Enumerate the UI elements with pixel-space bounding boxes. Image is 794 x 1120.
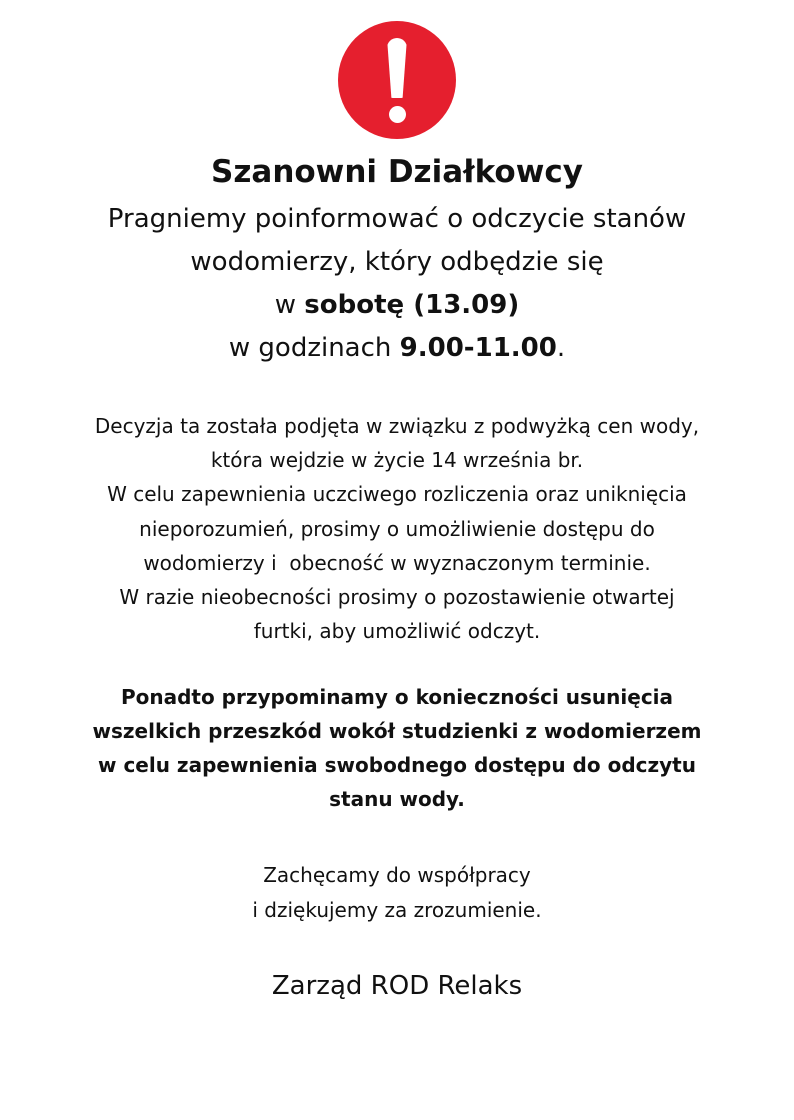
intro-paragraph <box>0 198 794 370</box>
body-line: W razie nieobecności prosimy o pozostawienie otwartej <box>119 585 675 610</box>
reading-hours: 9.00-11.00 <box>399 333 557 363</box>
intro-line-2: wodomierzy, który odbędzie się <box>190 247 604 277</box>
closing-line: Zachęcamy do współpracy <box>263 863 531 887</box>
closing-paragraph <box>0 858 794 928</box>
body-line: która wejdzie w życie 14 września br. <box>210 448 584 473</box>
intro-line-4 <box>0 327 794 370</box>
exclamation-bar <box>387 38 407 98</box>
reminder-line: Ponadto przypominamy o konieczności usunięcia <box>120 685 674 709</box>
signature: Zarząd ROD Relaks <box>271 971 523 1001</box>
reminder-line: wszelkich przeszkód wokół studzienki z wodomierzem <box>92 719 702 743</box>
closing-line: i dziękujemy za zrozumienie. <box>252 898 542 922</box>
exclamation-alert-icon <box>338 21 456 139</box>
exclamation-dot <box>389 106 406 123</box>
body-line: nieporozumień, prosimy o umożliwienie dostępu do <box>139 516 655 541</box>
reminder-line: w celu zapewnienia swobodnego dostępu do odczytu <box>98 753 696 777</box>
intro-line-4-prefix: w godzinach <box>228 333 400 363</box>
body-line: furtki, aby umożliwić odczyt. <box>253 619 541 644</box>
intro-line-3 <box>0 284 794 327</box>
body-line: Decyzja ta została podjęta w związku z podwyżką cen wody, <box>94 414 700 438</box>
intro-line-1: Pragniemy poinformować o odczycie stanów <box>107 204 687 234</box>
reminder-line: stanu wody. <box>329 787 465 811</box>
body-line: W celu zapewnienia uczciwego rozliczenia oraz uniknięcia <box>107 482 687 507</box>
body-line: wodomierzy i obecność w wyznaczonym terminie. <box>143 550 651 575</box>
reminder-paragraph <box>0 680 794 816</box>
notice-title: Szanowni Działkowcy <box>211 154 583 190</box>
reading-date: sobotę (13.09) <box>304 290 520 320</box>
intro-line-4-suffix: . <box>556 333 566 363</box>
explanation-paragraph <box>0 409 794 648</box>
intro-line-3-prefix: w <box>274 290 305 320</box>
